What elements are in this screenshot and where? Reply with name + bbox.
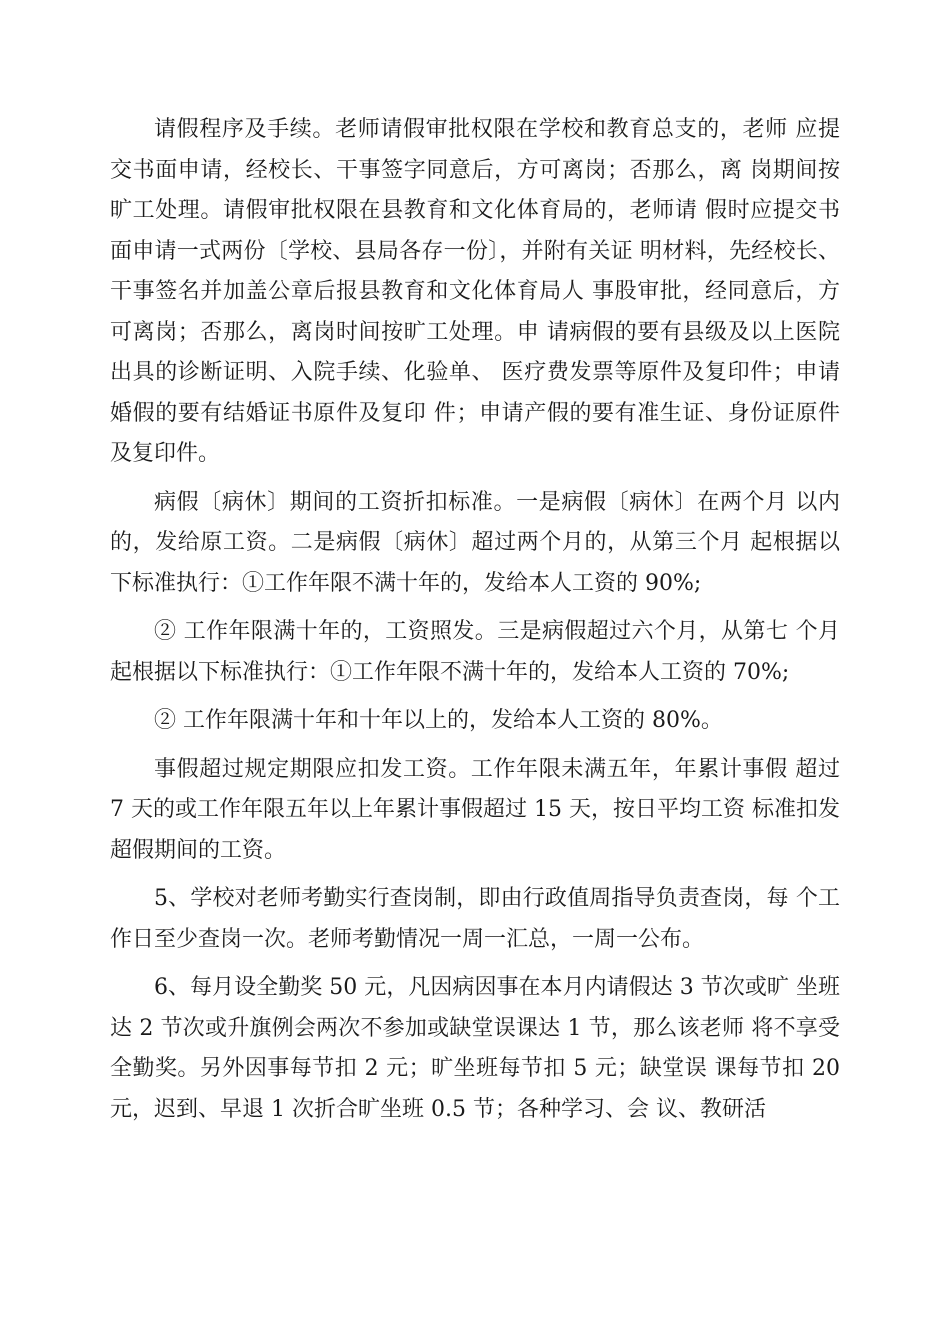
paragraph-sick-leave-80-percent: ② 工作年限满十年和十年以上的，发给本人工资的 80%。	[154, 708, 723, 733]
paragraph-sick-leave-pay: 病假〔病休〕期间的工资折扣标准。一是病假〔病休〕在两个月 以内的，发给原工资。二是病假〔病休〕超过两个月的，从第三个月 起根据以下标准执行：①工作年限不满十年的，发给本人工资的 90%;	[110, 489, 840, 596]
paragraph-full-attendance-bonus: 6、每月设全勤奖 50 元，凡因病因事在本月内请假达 3 节次或旷 坐班达 2 节次或升旗例会两次不参加或缺堂误课达 1 节，那么该老师 将不享受全勤奖。另外因事每节扣 2 元；旷坐班每节扣 5 元；缺堂误 课每节扣 20 元，迟到、早退 1 次折合旷坐班 0.5 节；各种学习、会 议、教研活	[110, 975, 840, 1122]
paragraph-attendance-check: 5、学校对老师考勤实行查岗制，即由行政值周指导负责查岗，每 个工作日至少查岗一次。老师考勤情况一周一汇总，一周一公布。	[110, 886, 840, 952]
paragraph-leave-procedure: 请假程序及手续。老师请假审批权限在学校和教育总支的，老师 应提交书面申请，经校长、干事签字同意后，方可离岗；否那么，离 岗期间按旷工处理。请假审批权限在县教育和文化体育局的，老师请 假时应提交书面申请一式两份〔学校、县局各存一份〕，并附有关证 明材料，先经校长、干事签名并加盖公章后报县教育和文化体育局人 事股审批，经同意后，方可离岗；否那么，离岗时间按旷工处理。申 请病假的要有县级及以上医院出具的诊断证明、入院手续、化验单、 医疗费发票等原件及复印件；申请婚假的要有结婚证书原件及复印 件；申请产假的要有准生证、身份证原件及复印件。	[110, 117, 840, 466]
document-body	[110, 110, 840, 1138]
paragraph-personal-leave-deduction: 事假超过规定期限应扣发工资。工作年限未满五年，年累计事假 超过 7 天的或工作年限五年以上年累计事假超过 15 天，按日平均工资 标准扣发超假期间的工资。	[110, 756, 840, 863]
paragraph-sick-leave-ten-years: ② 工作年限满十年的，工资照发。三是病假超过六个月，从第七 个月起根据以下标准执行：①工作年限不满十年的，发给本人工资的 70%;	[110, 619, 840, 685]
